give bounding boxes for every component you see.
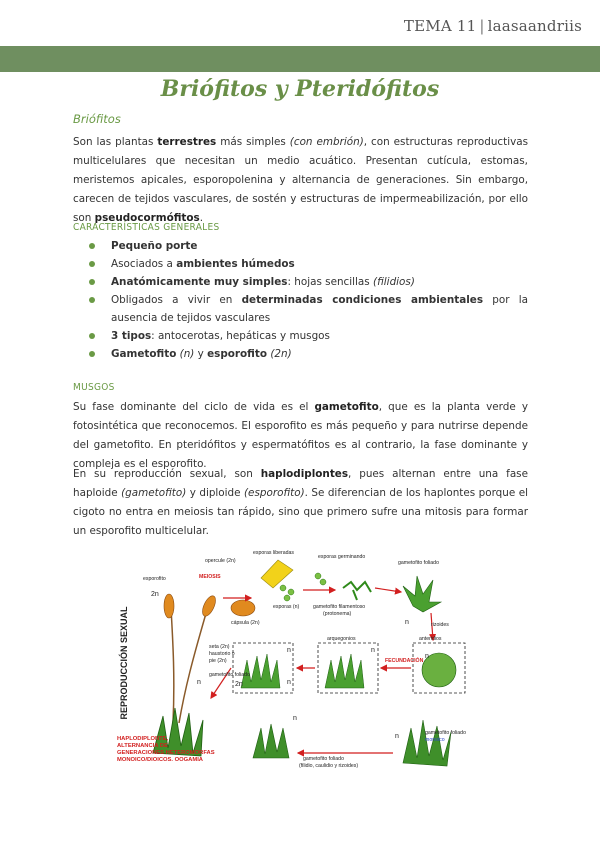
gametophyte-bottom-illustration xyxy=(253,724,289,758)
briofitos-heading: Briófitos xyxy=(73,112,121,126)
label-protonema: (protonema) xyxy=(323,611,352,617)
label-opercule: opercule (2n) xyxy=(205,558,236,564)
capsule-illustration xyxy=(231,600,255,616)
header-separator: | xyxy=(479,17,485,35)
label-alternancia: ALTERNANCIA DE xyxy=(117,743,168,749)
label-esporas-n: esporas (n) xyxy=(273,604,300,610)
header-text xyxy=(404,17,582,35)
label-generaciones: GENERACIONES HETEROMORFAS xyxy=(117,750,215,756)
list-item: Gametofito (n) y esporofito (2n) xyxy=(73,345,528,363)
side-title: REPRODUCCIÓN SEXUAL xyxy=(119,606,129,720)
label-capsula: cápsula (2n) xyxy=(231,620,260,626)
label-n-right: n xyxy=(395,733,399,740)
moss-life-cycle-figure xyxy=(113,548,473,774)
list-item: Pequeño porte xyxy=(73,237,528,255)
musgos-paragraph-1: Su fase dominante del ciclo de vida es el gametofito, que es la planta verde y fotosintética que reconocemos. El esporofito es más pequeño y para nutrirse depende del gametofito. En pteridófitos y espermatófitos es al contrario, la fase dominante y compleja es el esporofito. xyxy=(73,401,528,470)
operculum-illustration xyxy=(261,560,293,588)
label-gametofito-foliado-top: gametofito foliado xyxy=(398,560,439,566)
musgos-paragraph-2: En su reproducción sexual, son haplodiplontes, pues alternan entre una fase haploide (gametofito) y diploide (esporofito). Se diferencian de los haplontes porque el cigoto no entra en meiosis tan rápido, sino que primero sufre una mitosis para formar un esporofito multicelular. xyxy=(73,468,528,537)
label-esporas-liberadas: esporas liberadas xyxy=(253,550,294,556)
caracteristicas-heading: CARACTERÍSTICAS GENERALES xyxy=(73,222,220,233)
label-n-ant: n xyxy=(425,653,429,660)
label-haustorio: haustorio o xyxy=(209,651,235,657)
label-gametofito-bottom: gametofito foliado xyxy=(303,756,344,762)
label-monoico: monoico xyxy=(425,737,445,743)
label-n-box2: n xyxy=(287,679,291,686)
gametophyte-right-illustration xyxy=(403,576,441,612)
header-bar xyxy=(0,46,600,72)
label-n-left: n xyxy=(197,679,201,686)
list-item: Obligados a vivir en determinadas condiciones ambientales por la ausencia de tejidos vasculares xyxy=(73,291,528,327)
list-item: Asociados a ambientes húmedos xyxy=(73,255,528,273)
label-esporas-germinando: esporas germinando xyxy=(318,554,366,560)
protonema-illustration xyxy=(343,582,371,600)
page-header xyxy=(0,0,600,46)
briofitos-paragraph: Son las plantas terrestres más simples (con embrión), con estructuras reproductivas multicelulares que necesitan un medio acuático. Presentan cutícula, estomas, meristemos apicales, esporopolenina y alternancia de generaciones. Sin embargo, carecen de tejidos vasculares, de sostén y estructuras de impermeabilización, por ello son pseudocormófitos. xyxy=(73,136,529,224)
label-2n-box: 2n xyxy=(235,681,243,688)
spores-illustration xyxy=(280,573,326,601)
label-n-top: n xyxy=(405,619,409,626)
label-gametofito-foliado-right: gametofito foliado xyxy=(425,730,466,736)
label-gametofito-bottom-2: (filidio, caulidio y rizoides) xyxy=(299,763,359,769)
label-n-box1: n xyxy=(287,647,291,654)
label-seta: seta (2n) xyxy=(209,644,230,650)
gametophyte-right-bottom-illustration xyxy=(403,720,451,766)
label-n-mid: n xyxy=(293,715,297,722)
header-tema: TEMA 11 xyxy=(403,17,477,35)
label-haplodiplonte: HAPLODIPLONTE, xyxy=(117,736,169,742)
list-item: 3 tipos: antocerotas, hepáticas y musgos xyxy=(73,327,528,345)
label-meiosis: MEIOSIS xyxy=(199,574,221,580)
label-n-box3: n xyxy=(371,647,375,654)
label-anteridios: anteridios xyxy=(419,636,442,642)
label-fecundacion: FECUNDACIÓN xyxy=(385,658,424,664)
musgos-heading: MUSGOS xyxy=(73,382,115,393)
header-author: laasaandriis xyxy=(487,17,582,35)
label-esporofito: esporofito xyxy=(143,576,166,582)
page-title: Briófitos y Pteridófitos xyxy=(160,76,440,102)
label-monoico-dioico: MONOICO/DIOICOS. OOGAMIA xyxy=(117,757,203,763)
label-pie: pie (2n) xyxy=(209,658,227,664)
label-2n-left: 2n xyxy=(151,591,159,598)
label-gametofito-filamentoso: gametofito filamentoso xyxy=(313,604,366,610)
label-gametofito-foliado-left: gametofito foliado xyxy=(209,672,250,678)
caracteristicas-list xyxy=(73,237,528,363)
label-arquegonios: arquegonios xyxy=(327,636,356,642)
label-rizoides: rizoides xyxy=(431,622,449,628)
list-item: Anatómicamente muy simples: hojas sencillas (filidios) xyxy=(73,273,528,291)
